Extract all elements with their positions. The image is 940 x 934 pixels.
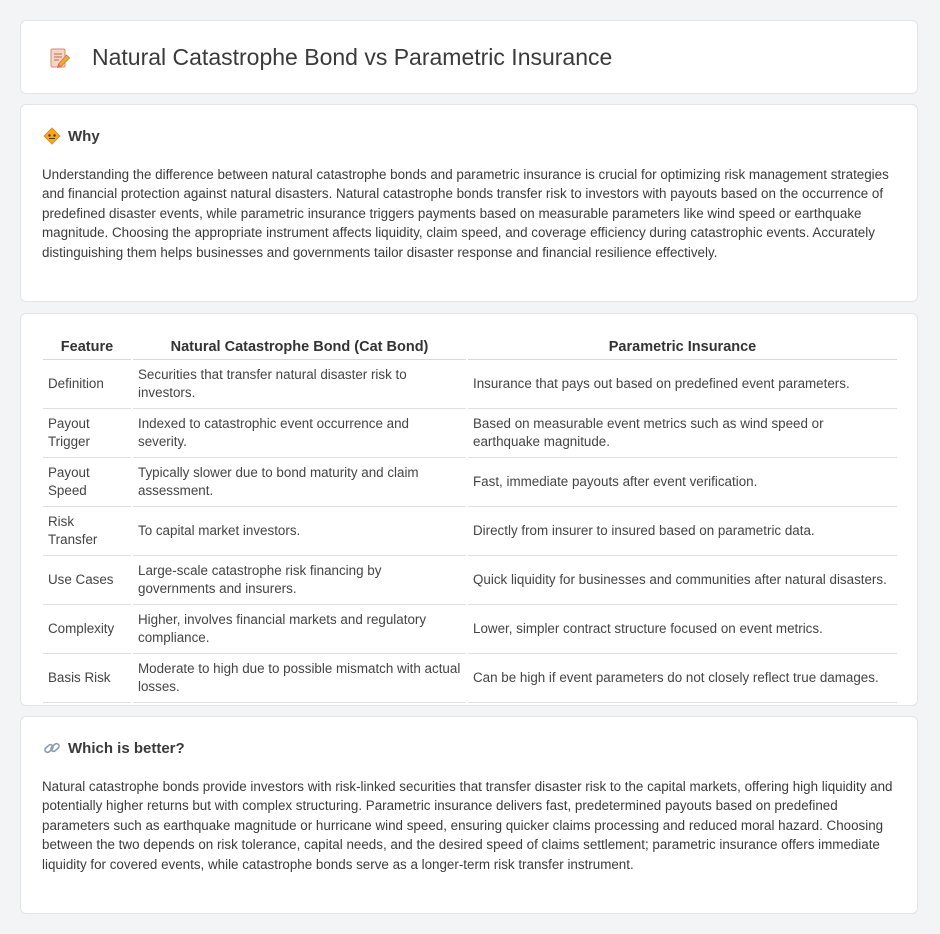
link-icon xyxy=(43,739,61,757)
table-row xyxy=(43,507,897,556)
feature-cell: Risk Transfer xyxy=(43,507,131,556)
feature-cell: Payout Trigger xyxy=(43,409,131,458)
parametric-cell: Based on measurable event metrics such as wind speed or earthquake magnitude. xyxy=(468,409,897,458)
header-cat-bond: Natural Catastrophe Bond (Cat Bond) xyxy=(133,336,466,360)
page-title: Natural Catastrophe Bond vs Parametric Insurance xyxy=(92,44,613,70)
why-section xyxy=(20,104,918,302)
table-header-row xyxy=(43,336,897,360)
comparison-table xyxy=(41,336,899,703)
cat-bond-cell: Higher, involves financial markets and regulatory compliance. xyxy=(133,605,466,654)
parametric-cell: Lower, simpler contract structure focused on event metrics. xyxy=(468,605,897,654)
parametric-cell: Insurance that pays out based on predefined event parameters. xyxy=(468,360,897,409)
parametric-cell: Fast, immediate payouts after event verification. xyxy=(468,458,897,507)
table-row xyxy=(43,605,897,654)
better-heading-row xyxy=(43,739,185,757)
cat-bond-cell: To capital market investors. xyxy=(133,507,466,556)
why-heading-row xyxy=(43,127,100,145)
header-feature: Feature xyxy=(43,336,131,360)
cat-bond-cell: Indexed to catastrophic event occurrence and severity. xyxy=(133,409,466,458)
table-row xyxy=(43,458,897,507)
table-row xyxy=(43,556,897,605)
which-better-section xyxy=(20,716,918,914)
diamond-warning-icon xyxy=(43,127,61,145)
table-row xyxy=(43,654,897,703)
cat-bond-cell: Moderate to high due to possible mismatch with actual losses. xyxy=(133,654,466,703)
parametric-cell: Can be high if event parameters do not closely reflect true damages. xyxy=(468,654,897,703)
header-parametric: Parametric Insurance xyxy=(468,336,897,360)
better-text: Natural catastrophe bonds provide investors with risk-linked securities that transfer disaster risk to the capital markets, offering high liquidity and potentially higher returns but with complex structuring. Parametric insurance delivers fast, predetermined payouts based on predefined parameters such as earthquake magnitude or hurricane wind speed, ensuring quicker claims processing and reduced moral hazard. Choosing between the two depends on risk tolerance, capital needs, and the desired speed of claims settlement; parametric insurance offers immediate liquidity for covered events, while catastrophe bonds serve as a longer-term risk transfer instrument. xyxy=(42,779,893,872)
feature-cell: Basis Risk xyxy=(43,654,131,703)
parametric-cell: Quick liquidity for businesses and communities after natural disasters. xyxy=(468,556,897,605)
feature-cell: Complexity xyxy=(43,605,131,654)
cat-bond-cell: Securities that transfer natural disaster risk to investors. xyxy=(133,360,466,409)
why-text: Understanding the difference between natural catastrophe bonds and parametric insurance is crucial for optimizing risk management strategies and financial protection against natural disasters. Natural catastrophe bonds transfer risk to investors with payouts based on the occurrence of predefined disaster events, while parametric insurance triggers payments based on measurable parameters like wind speed or earthquake magnitude. Choosing the appropriate instrument affects liquidity, claim speed, and coverage efficiency during catastrophic events. Accurately distinguishing them helps businesses and governments tailor disaster response and financial resilience effectively. xyxy=(42,167,889,260)
table-row xyxy=(43,360,897,409)
parametric-cell: Directly from insurer to insured based on parametric data. xyxy=(468,507,897,556)
feature-cell: Payout Speed xyxy=(43,458,131,507)
feature-cell: Use Cases xyxy=(43,556,131,605)
table-row xyxy=(43,409,897,458)
pencil-document-icon xyxy=(49,47,71,69)
why-heading: Why xyxy=(68,127,100,145)
comparison-card xyxy=(20,313,918,706)
better-heading: Which is better? xyxy=(68,739,185,757)
cat-bond-cell: Typically slower due to bond maturity and claim assessment. xyxy=(133,458,466,507)
feature-cell: Definition xyxy=(43,360,131,409)
cat-bond-cell: Large-scale catastrophe risk financing by governments and insurers. xyxy=(133,556,466,605)
header-card xyxy=(20,20,918,94)
